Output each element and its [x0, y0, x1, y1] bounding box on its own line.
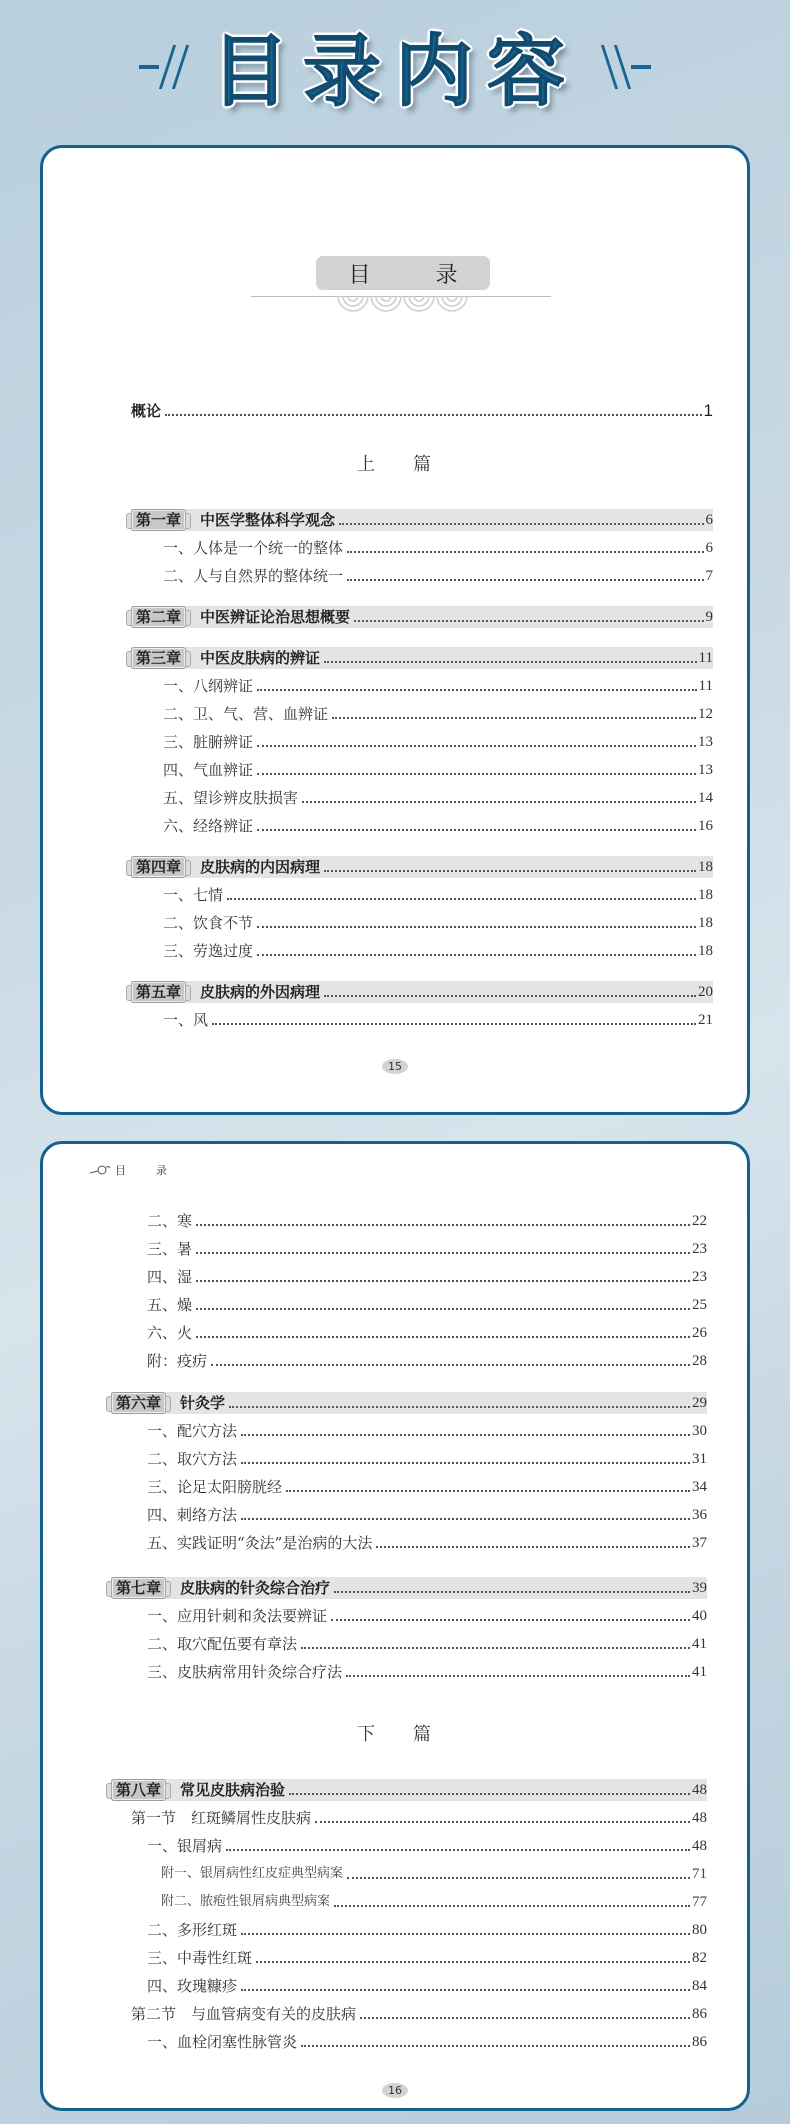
toc-chapter-2[interactable]: 第二章 中医辨证论治思想概要 9 [131, 606, 713, 628]
toc-entry[interactable]: 二、饮食不节 18 [163, 914, 713, 932]
toc-entry[interactable]: 五、望诊辨皮肤损害 14 [163, 789, 713, 807]
chapter-badge: 第七章 [111, 1577, 166, 1599]
entry-label: 概论 [131, 402, 162, 420]
toc-entry[interactable]: 四、气血辨证 13 [163, 761, 713, 779]
toc-entry[interactable]: 三、论足太阳膀胱经 34 [147, 1478, 707, 1496]
banner-right-ornament [605, 45, 651, 89]
chapter-badge: 第一章 [131, 509, 186, 531]
dot-leader [334, 1591, 690, 1593]
toc-chapter-3[interactable]: 第三章 中医皮肤病的辨证 11 [131, 647, 713, 669]
toc-entry[interactable]: 一、人体是一个统一的整体 6 [163, 539, 713, 557]
chapter-title: 皮肤病的针灸综合治疗 [180, 1579, 331, 1597]
toc-heading-left: 目 [348, 262, 371, 288]
entry-page: 6 [705, 512, 713, 528]
toc-chapter-5[interactable]: 第五章 皮肤病的外因病理 20 [131, 981, 713, 1003]
chapter-badge: 第二章 [131, 606, 186, 628]
toc-entry[interactable]: 一、七情 18 [163, 886, 713, 904]
dot-leader [289, 1793, 690, 1795]
toc-entry[interactable]: 六、经络辨证 16 [163, 817, 713, 835]
chapter-title: 针灸学 [180, 1394, 226, 1412]
page-number-badge: 16 [382, 2083, 408, 2098]
toc-entry[interactable]: 一、血栓闭塞性脉管炎 86 [147, 2033, 707, 2051]
part-title-upper: 上 篇 [357, 454, 433, 475]
toc-section[interactable]: 第二节 与血管病变有关的皮肤病 86 [131, 2005, 707, 2023]
toc-entry[interactable]: 四、玫瑰糠疹 84 [147, 1977, 707, 1995]
page-number-badge: 15 [382, 1059, 408, 1074]
toc-entry[interactable]: 二、取穴方法 31 [147, 1450, 707, 1468]
toc-entry[interactable]: 三、脏腑辨证 13 [163, 733, 713, 751]
toc-section[interactable]: 第一节 红斑鳞屑性皮肤病 48 [131, 1809, 707, 1827]
toc-entry[interactable]: 二、卫、气、营、血辨证 12 [163, 705, 713, 723]
toc-entry[interactable]: 一、风 21 [163, 1011, 713, 1029]
toc-entry-intro[interactable] [131, 400, 713, 422]
toc-page-16 [40, 1141, 750, 2111]
toc-chapter-6[interactable]: 第六章 针灸学 29 [111, 1392, 707, 1414]
toc-entry[interactable]: 一、八纲辨证 11 [163, 677, 713, 695]
dot-leader [229, 1406, 690, 1408]
dot-leader [354, 620, 703, 622]
running-head [89, 1162, 167, 1178]
chapter-title: 中医皮肤病的辨证 [200, 649, 321, 667]
toc-entry[interactable]: 四、刺络方法 36 [147, 1506, 707, 1524]
toc-entry[interactable]: 一、配穴方法 30 [147, 1422, 707, 1440]
toc-entry[interactable]: 一、应用针刺和灸法要辨证 40 [147, 1607, 707, 1625]
toc-entry[interactable]: 二、取穴配伍要有章法 41 [147, 1635, 707, 1653]
brush-ornament-icon [89, 1165, 111, 1175]
banner-left-ornament [139, 45, 185, 89]
wave-ornament-icon [336, 296, 470, 324]
toc-heading [43, 256, 747, 336]
chapter-badge: 第五章 [131, 981, 186, 1003]
running-head-left: 目 [115, 1164, 126, 1177]
toc-entry[interactable]: 四、湿 23 [147, 1268, 707, 1286]
chapter-title: 中医辨证论治思想概要 [200, 608, 351, 626]
chapter-title: 常见皮肤病治验 [180, 1781, 286, 1799]
chapter-badge: 第八章 [111, 1779, 166, 1801]
chapter-badge: 第六章 [111, 1392, 166, 1414]
entry-page: 1 [703, 401, 713, 420]
toc-entry[interactable]: 三、皮肤病常用针灸综合疗法 41 [147, 1663, 707, 1681]
toc-entry[interactable]: 三、中毒性红斑 82 [147, 1949, 707, 1967]
chapter-badge: 第四章 [131, 856, 186, 878]
chapter-badge: 第三章 [131, 647, 186, 669]
toc-heading-pill [316, 256, 490, 290]
toc-entry[interactable]: 六、火 26 [147, 1324, 707, 1342]
chapter-title: 皮肤病的内因病理 [200, 858, 321, 876]
toc-entry[interactable]: 五、实践证明“灸法”是治病的大法 37 [147, 1534, 707, 1552]
dot-leader [339, 523, 703, 525]
toc-page-15 [40, 145, 750, 1115]
toc-entry[interactable]: 一、银屑病 48 [147, 1837, 707, 1855]
chapter-title: 皮肤病的外因病理 [200, 983, 321, 1001]
banner [0, 0, 790, 145]
dot-leader [324, 870, 696, 872]
toc-heading-right: 录 [435, 262, 458, 288]
toc-appendix-entry[interactable]: 附二、脓疱性银屑病典型病案 77 [161, 1894, 707, 1910]
dot-leader [165, 414, 702, 416]
toc-chapter-4[interactable]: 第四章 皮肤病的内因病理 18 [131, 856, 713, 878]
toc-entry[interactable]: 二、多形红斑 80 [147, 1921, 707, 1939]
running-head-right: 录 [156, 1164, 167, 1177]
toc-entry[interactable]: 附：疫疠 28 [147, 1352, 707, 1370]
toc-entry[interactable]: 三、劳逸过度 18 [163, 942, 713, 960]
dot-leader [324, 995, 696, 997]
toc-entry[interactable]: 二、寒 22 [147, 1212, 707, 1230]
banner-title: 目录内容 [210, 26, 579, 117]
toc-chapter-7[interactable]: 第七章 皮肤病的针灸综合治疗 39 [111, 1577, 707, 1599]
toc-entry[interactable]: 三、暑 23 [147, 1240, 707, 1258]
toc-entry[interactable]: 二、人与自然界的整体统一 7 [163, 567, 713, 585]
toc-chapter-8[interactable]: 第八章 常见皮肤病治验 48 [111, 1779, 707, 1801]
chapter-title: 中医学整体科学观念 [200, 511, 336, 529]
part-title-lower: 下 篇 [357, 1724, 433, 1745]
toc-chapter-1[interactable] [131, 509, 713, 531]
toc-entry[interactable]: 五、燥 25 [147, 1296, 707, 1314]
dot-leader [324, 661, 697, 663]
toc-appendix-entry[interactable]: 附一、银屑病性红皮症典型病案 71 [161, 1866, 707, 1882]
